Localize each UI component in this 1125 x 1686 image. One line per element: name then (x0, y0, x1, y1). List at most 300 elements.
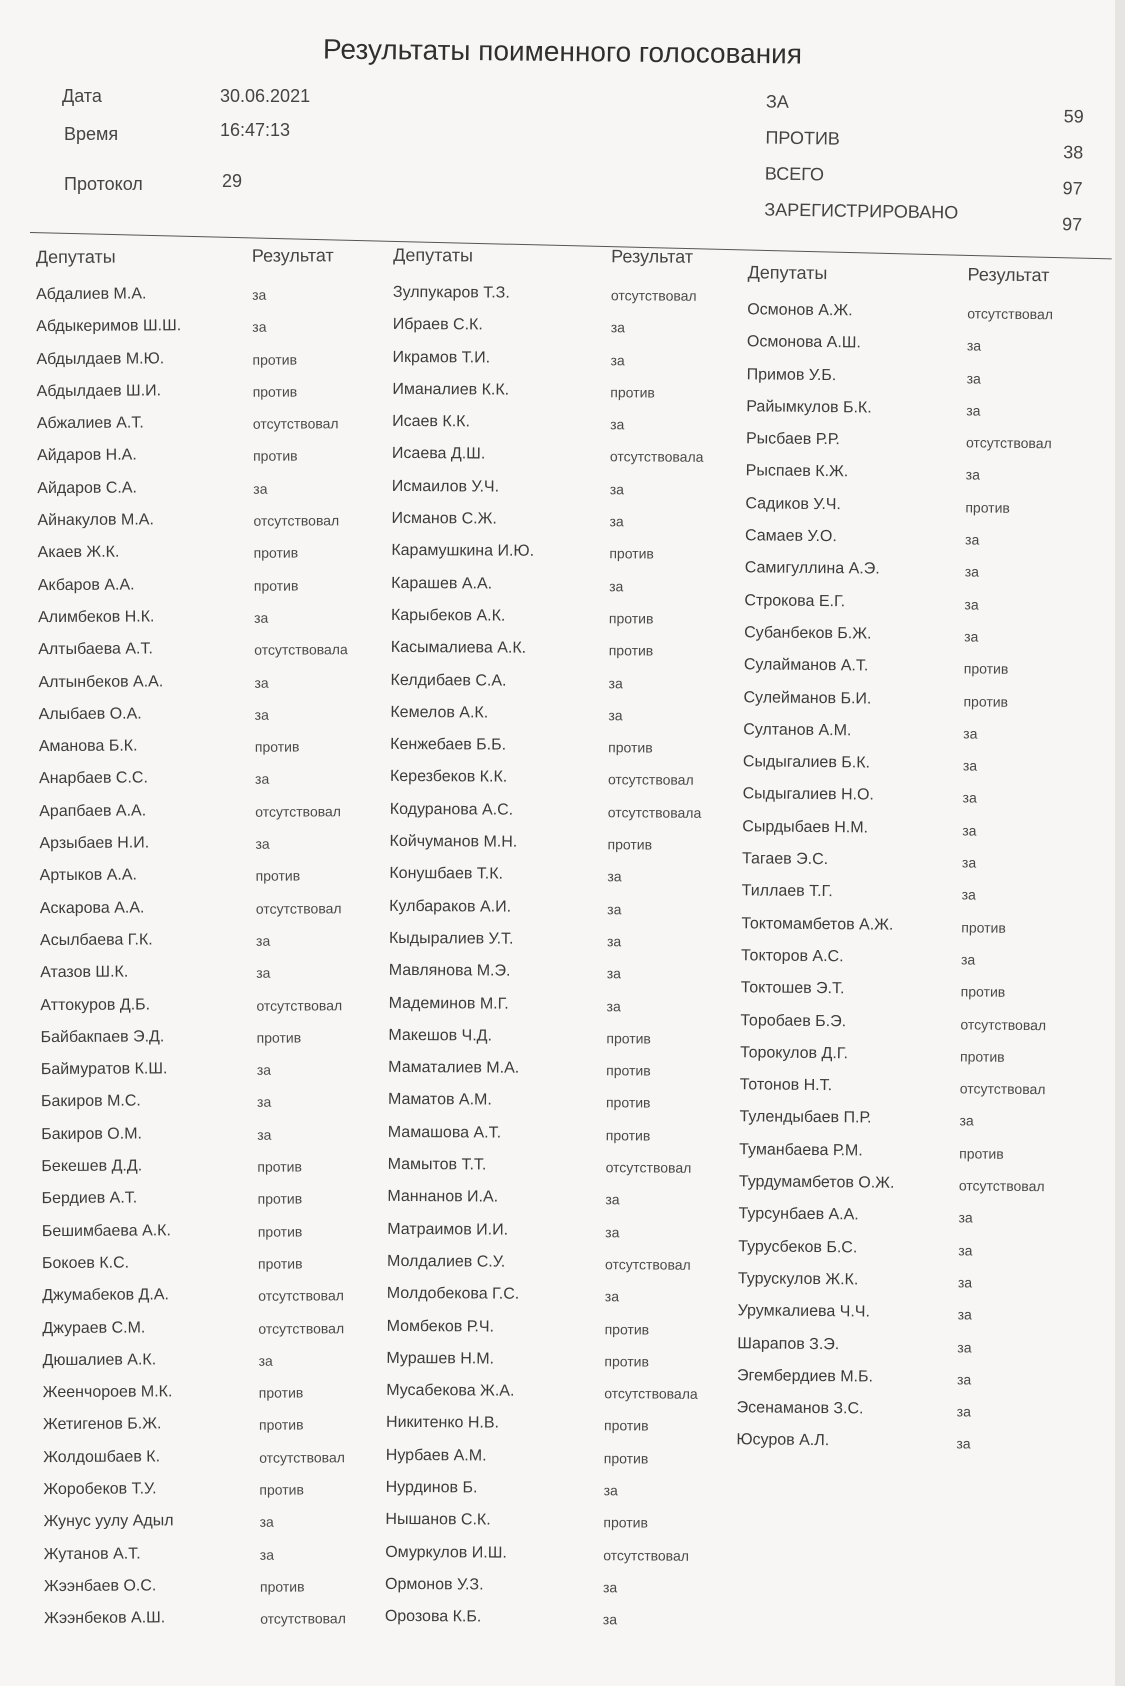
deputy-name: Рыспаев К.Ж. (745, 462, 849, 481)
vote-result: отсутствовал (255, 899, 342, 917)
deputy-row (40, 989, 400, 1023)
page-title: Результаты поименного голосования (322, 33, 803, 70)
deputy-name: Исмаилов У.Ч. (391, 477, 500, 496)
deputy-name: Керезбеков К.К. (389, 768, 508, 787)
deputy-name: Момбеков Р.Ч. (386, 1317, 495, 1336)
deputy-row (393, 311, 753, 345)
deputy-row (391, 634, 751, 668)
vote-result: против (603, 1417, 649, 1434)
meta-protocol-value: 29 (222, 171, 243, 191)
deputy-row (40, 957, 400, 991)
deputy-name: Карамушкина И.Ю. (391, 542, 535, 561)
deputy-name: Турдумамбетов О.Ж. (738, 1173, 895, 1192)
deputy-row (740, 1039, 1100, 1075)
deputy-name: Иманалиев К.К. (392, 380, 510, 399)
vote-result: отсутствовала (607, 803, 702, 821)
total-for (766, 92, 1085, 133)
vote-result: против (253, 448, 298, 465)
deputy-name: Касымалиева А.К. (390, 639, 527, 657)
deputy-row (743, 716, 1103, 752)
deputy-name: Бокоев К.С. (41, 1254, 130, 1272)
vote-result: за (608, 707, 623, 724)
vote-result: против (253, 577, 299, 594)
deputy-row (391, 570, 751, 604)
vote-result: против (255, 867, 301, 885)
vote-result: за (605, 1191, 620, 1208)
vote-result: за (961, 854, 977, 871)
deputy-row (41, 1022, 401, 1056)
vote-result: против (256, 1029, 302, 1046)
deputy-row (392, 473, 752, 507)
deputy-name: Орозова К.Б. (384, 1608, 482, 1626)
deputy-name: Нурбаев А.М. (385, 1446, 487, 1465)
total-registered-value: 97 (1061, 214, 1083, 235)
deputy-row (386, 1377, 746, 1411)
vote-result: за (252, 286, 267, 303)
vote-result: отсутствовал (252, 415, 339, 432)
deputy-row (389, 893, 749, 927)
vote-result: за (964, 563, 980, 580)
vote-result: отсутствовал (959, 1080, 1046, 1098)
deputy-row (388, 1022, 748, 1056)
deputy-row (39, 699, 399, 733)
vote-result: за (956, 1435, 971, 1452)
deputy-name: Маматов А.М. (387, 1091, 492, 1109)
total-all-value: 97 (1062, 178, 1083, 199)
deputy-name: Турускулов Ж.К. (737, 1270, 859, 1289)
deputy-name: Мавлянова М.Э. (388, 962, 511, 980)
deputy-row (746, 361, 1106, 397)
deputy-name: Токтошев Э.Т. (740, 979, 845, 998)
vote-result: против (961, 919, 1006, 936)
deputy-row (740, 1071, 1100, 1107)
deputy-name: Осмонов А.Ж. (747, 301, 853, 320)
vote-result: против (252, 351, 298, 368)
deputy-name: Абдалиев М.А. (36, 285, 147, 304)
deputy-name: Алтыбаева А.Т. (38, 640, 153, 659)
vote-result: за (957, 1306, 972, 1323)
vote-result: за (609, 577, 624, 594)
total-for-label: ЗА (765, 91, 790, 112)
deputy-name: Маннанов И.А. (387, 1188, 499, 1206)
vote-result: за (966, 370, 981, 387)
vote-result: отсутствовал (604, 1256, 691, 1273)
deputy-row (739, 1168, 1099, 1204)
column-header (747, 256, 1107, 299)
deputy-name: Сыдыгалиев Б.К. (742, 753, 871, 772)
result-header: Результат (251, 245, 334, 266)
vote-result: отсутствовал (256, 996, 343, 1014)
result-header: Результат (967, 264, 1050, 286)
deputy-name: Эгембердиев М.Б. (736, 1367, 874, 1386)
vote-result: отсутствовал (967, 305, 1054, 323)
total-all (764, 164, 1083, 205)
vote-result: за (609, 513, 624, 530)
deputy-name: Акбаров А.А. (37, 576, 135, 594)
deputy-row (42, 1248, 402, 1282)
deputy-name: Кыдыралиев У.Т. (388, 929, 514, 948)
vote-result: за (256, 964, 271, 982)
deputy-name: Субанбеков Б.Ж. (744, 624, 872, 643)
deputy-row (43, 1442, 403, 1476)
meta-time-label: Время (64, 124, 119, 144)
deputy-name: Койчуманов М.Н. (389, 832, 518, 851)
deputy-row (37, 408, 397, 442)
deputy-row (44, 1603, 404, 1637)
deputy-name: Мусабекова Ж.А. (386, 1381, 515, 1400)
vote-result: отсутствовал (960, 1015, 1047, 1033)
deputies-list (385, 279, 753, 1638)
deputy-name: Строкова Е.Г. (744, 591, 846, 610)
vote-result: за (256, 1061, 272, 1078)
vote-result: отсутствовала (254, 641, 348, 659)
deputy-name: Артыков А.А. (39, 866, 137, 885)
deputy-name: Сулейманов Б.И. (743, 688, 872, 708)
deputy-row (391, 537, 751, 571)
deputy-name: Анарбаев С.С. (38, 769, 148, 788)
deputy-name: Сырдыбаев Н.М. (742, 818, 869, 837)
deputy-row (393, 279, 753, 313)
vote-result: против (257, 1158, 302, 1175)
deputy-name: Кулбараков А.И. (389, 897, 512, 916)
deputy-name: Мадеминов М.Г. (388, 994, 509, 1013)
vote-result: за (962, 757, 978, 774)
deputy-name: Аманова Б.К. (38, 737, 138, 756)
deputy-name: Тиллаев Т.Г. (741, 882, 833, 901)
vote-result: против (608, 642, 654, 659)
deputy-row (385, 1538, 745, 1572)
deputies-column-3 (736, 256, 1108, 1462)
vote-result: за (966, 337, 982, 354)
vote-result: отсутствовал (258, 1287, 344, 1304)
vote-result: за (965, 466, 980, 484)
deputy-name: Султанов А.М. (743, 721, 852, 740)
deputy-row (386, 1442, 746, 1476)
deputy-name: Айдаров С.А. (37, 479, 138, 497)
vote-result: отсутствовал (605, 1159, 692, 1176)
deputy-row (744, 587, 1104, 623)
vote-result: за (258, 1352, 273, 1369)
deputy-name: Бекешев Д.Д. (41, 1157, 143, 1176)
deputy-row (738, 1201, 1098, 1237)
deputy-name: Абдылдаев Ш.И. (36, 382, 162, 401)
deputy-name: Тулендыбаев П.Р. (739, 1108, 872, 1127)
deputy-row (392, 440, 752, 474)
vote-result: за (607, 900, 622, 917)
deputy-row (42, 1280, 402, 1314)
vote-result: за (253, 609, 269, 626)
deputy-row (392, 376, 752, 410)
deputy-name: Мамашова А.Т. (387, 1123, 502, 1142)
deputy-name: Абдылдаев М.Ю. (36, 349, 165, 368)
deputy-row (391, 505, 751, 539)
deputy-row (739, 1104, 1099, 1140)
deputy-name: Тагаев Э.С. (741, 850, 829, 869)
deputy-name: Мурашев Н.М. (386, 1349, 495, 1368)
deputy-row (36, 279, 396, 313)
deputy-name: Акаев Ж.К. (37, 543, 120, 562)
deputy-row (38, 537, 398, 571)
deputy-row (37, 473, 397, 507)
result-header: Результат (611, 246, 694, 267)
vote-result: отсутствовал (258, 1319, 345, 1337)
deputy-name: Матраимов И.И. (387, 1220, 509, 1239)
deputy-row (737, 1330, 1097, 1366)
vote-result: за (956, 1371, 972, 1388)
meta-date-value: 30.06.2021 (220, 86, 311, 106)
deputy-name: Икрамов Т.И. (392, 348, 491, 367)
deputy-name: Жеенчороев М.К. (42, 1383, 173, 1402)
vote-result: отсутствовал (259, 1448, 345, 1466)
vote-result: против (604, 1353, 649, 1370)
deputy-row (742, 781, 1102, 817)
vote-result: против (965, 499, 1010, 516)
deputy-name: Байбакпаев Э.Д. (40, 1028, 165, 1046)
deputy-name: Рысбаев Р.Р. (745, 430, 841, 449)
deputy-row (741, 975, 1101, 1011)
vote-result: за (962, 822, 977, 839)
vote-result: за (957, 1274, 973, 1291)
deputy-row (38, 570, 398, 604)
deputy-name: Садиков У.Ч. (745, 495, 842, 513)
deputy-name: Кодуранова А.С. (389, 800, 514, 819)
vote-result: за (254, 674, 269, 691)
vote-result: за (964, 628, 979, 645)
deputy-name: Молдобекова Г.С. (386, 1285, 520, 1303)
deputy-row (390, 699, 750, 733)
deputy-row (741, 942, 1101, 978)
deputy-row (43, 1377, 403, 1411)
deputy-row (387, 1216, 747, 1250)
total-all-label: ВСЕГО (764, 163, 825, 185)
deputy-row (41, 1119, 401, 1153)
total-against-value: 38 (1063, 142, 1084, 163)
deputy-row (740, 1007, 1100, 1043)
vote-result: за (259, 1546, 275, 1563)
vote-result: против (960, 1048, 1005, 1065)
deputy-name: Макешов Ч.Д. (388, 1026, 493, 1045)
deputy-row (36, 311, 396, 345)
deputies-list (736, 296, 1107, 1462)
deputy-name: Шарапов З.Э. (737, 1334, 840, 1353)
deputy-row (387, 1280, 747, 1314)
vote-result: за (256, 1094, 272, 1111)
deputy-name: Аттокуров Д.Б. (40, 995, 151, 1014)
deputy-row (39, 763, 399, 797)
deputy-name: Асылбаева Г.К. (39, 931, 153, 950)
deputy-row (44, 1538, 404, 1572)
deputy-name: Карашев А.А. (391, 574, 493, 593)
vote-result: против (608, 610, 654, 627)
vote-result: за (610, 351, 625, 368)
vote-result: против (960, 983, 1006, 1001)
vote-result: против (963, 660, 1009, 678)
deputy-row (746, 425, 1106, 461)
deputy-name: Туманбаева Р.М. (739, 1140, 863, 1160)
deputy-name: Келдибаев С.А. (390, 671, 507, 690)
deputy-row (743, 684, 1103, 720)
deputy-name: Маматалиев М.А. (388, 1059, 520, 1077)
vote-result: за (603, 1482, 618, 1499)
deputies-column-2 (385, 239, 754, 1638)
vote-result: отсутствовал (253, 512, 340, 529)
deputy-name: Юсуров А.Л. (736, 1431, 830, 1450)
vote-result: за (257, 1126, 272, 1143)
vote-result: против (609, 545, 654, 562)
vote-totals (764, 92, 1084, 241)
deputy-name: Жутанов А.Т. (43, 1545, 141, 1563)
deputy-name: Бердиев А.Т. (41, 1189, 138, 1208)
total-registered-label: ЗАРЕГИСТРИРОВАНО (764, 199, 959, 223)
deputy-row (39, 828, 399, 862)
deputy-row (388, 989, 748, 1023)
deputy-name: Конушбаев Т.К. (389, 865, 504, 883)
total-registered (764, 199, 1083, 240)
deputy-row (387, 1248, 747, 1282)
deputy-row (737, 1394, 1097, 1430)
deputy-name: Айнакулов М.А. (37, 511, 154, 530)
vote-result: против (607, 836, 653, 853)
vote-result: за (259, 1513, 274, 1531)
deputy-row (385, 1571, 745, 1605)
vote-result: отсутствовала (604, 1385, 698, 1402)
deputy-name: Исманов С.Ж. (391, 509, 497, 528)
deputy-name: Джумабеков Д.А. (42, 1286, 169, 1305)
vote-result: против (259, 1578, 305, 1595)
vote-result: за (252, 319, 267, 336)
deputy-name: Абдыкеримов Ш.Ш. (36, 317, 182, 336)
deputy-row (738, 1265, 1098, 1301)
deputy-name: Айдаров Н.А. (36, 446, 137, 465)
deputy-row (42, 1183, 402, 1217)
deputy-name: Жээнбаев О.С. (43, 1577, 157, 1595)
deputy-row (388, 1054, 748, 1088)
deputy-name: Эсенаманов З.С. (736, 1399, 864, 1418)
deputy-row (736, 1427, 1096, 1463)
vote-result: против (257, 1223, 303, 1240)
deputy-name: Никитенко Н.В. (385, 1414, 500, 1432)
vote-result: за (966, 402, 981, 419)
deputy-row (42, 1216, 402, 1250)
vote-result: против (604, 1320, 650, 1337)
deputy-name: Нурдинов Б. (385, 1478, 478, 1497)
deputy-row (387, 1183, 747, 1217)
total-for-value: 59 (1063, 106, 1084, 127)
deputy-row (36, 344, 396, 378)
deputy-row (744, 619, 1104, 655)
deputies-header: Депутаты (393, 244, 474, 266)
vote-result: против (258, 1416, 304, 1434)
deputy-name: Токтомамбетов А.Ж. (741, 914, 894, 934)
deputies-list (36, 279, 404, 1638)
deputy-name: Арапбаев А.А. (39, 802, 147, 820)
deputy-row (38, 634, 398, 668)
vote-result: против (605, 1126, 651, 1144)
deputy-row (745, 555, 1105, 591)
vote-result: против (608, 739, 653, 756)
deputy-row (388, 1086, 748, 1120)
vote-result: за (602, 1611, 618, 1628)
deputy-name: Молдалиев С.У. (386, 1252, 506, 1271)
deputy-name: Атазов Ш.К. (40, 963, 129, 982)
vote-result: против (603, 1449, 649, 1467)
deputy-row (743, 748, 1103, 784)
vote-result: за (957, 1338, 972, 1355)
deputy-name: Абжалиев А.Т. (36, 414, 144, 433)
deputy-name: Жээнбеков А.Ш. (44, 1609, 166, 1628)
vote-result: отсутствовал (260, 1610, 346, 1627)
deputy-name: Бакиров О.М. (41, 1125, 142, 1143)
deputy-row (42, 1345, 402, 1379)
deputy-name: Кемелов А.К. (390, 703, 489, 722)
deputy-name: Примов У.Б. (746, 365, 837, 384)
vote-result: против (252, 383, 298, 400)
deputy-row (391, 602, 751, 636)
deputy-row (737, 1362, 1097, 1398)
vote-result: отсутствовал (607, 771, 694, 789)
deputy-row (42, 1312, 402, 1346)
deputy-row (389, 957, 749, 991)
vote-result: за (602, 1579, 618, 1596)
deputy-row (386, 1345, 746, 1379)
meta-time-value: 16:47:13 (220, 120, 291, 140)
vote-result: за (958, 1241, 973, 1259)
vote-result: против (253, 544, 299, 562)
deputy-name: Токторов А.С. (740, 947, 844, 966)
deputy-row (43, 1474, 403, 1508)
deputy-name: Дюшалиев А.К. (42, 1351, 157, 1369)
deputy-row (38, 602, 398, 636)
deputy-row (40, 925, 400, 959)
deputy-name: Карыбеков А.К. (390, 606, 506, 625)
deputy-name: Мамытов Т.Т. (387, 1155, 487, 1174)
deputies-header: Депутаты (35, 246, 116, 268)
deputy-name: Торокулов Д.Г. (740, 1044, 849, 1063)
deputy-name: Турсунбаев А.А. (738, 1205, 859, 1224)
deputy-row (38, 666, 398, 700)
vote-result: за (605, 1223, 620, 1240)
deputy-row (44, 1571, 404, 1605)
deputy-row (390, 731, 750, 765)
vote-result: против (606, 1030, 651, 1047)
vote-result: против (259, 1481, 304, 1498)
deputy-name: Райымкулов Б.К. (746, 398, 872, 417)
deputy-row (390, 796, 750, 830)
total-against (765, 128, 1084, 169)
deputy-row (389, 925, 749, 959)
vote-result: за (962, 789, 977, 806)
deputy-row (739, 1136, 1099, 1172)
deputy-name: Жунус уулу Адыл (43, 1512, 174, 1531)
vote-result: за (960, 951, 976, 968)
deputy-name: Нышанов С.К. (385, 1511, 491, 1529)
deputy-name: Жетигенов Б.Ж. (42, 1415, 162, 1434)
deputy-row (747, 296, 1107, 332)
deputy-row (744, 652, 1104, 688)
vote-result: за (606, 997, 621, 1014)
deputy-name: Жоробеков Т.У. (43, 1480, 157, 1499)
deputy-row (387, 1312, 747, 1346)
deputy-row (388, 1119, 748, 1153)
deputy-row (746, 393, 1106, 429)
deputy-row (738, 1233, 1098, 1269)
deputy-row (43, 1506, 403, 1540)
vote-result: против (257, 1190, 303, 1208)
deputy-name: Бакиров М.С. (40, 1092, 141, 1111)
deputy-row (37, 505, 397, 539)
vote-result: против (606, 1062, 651, 1079)
deputies-header: Депутаты (747, 262, 828, 284)
